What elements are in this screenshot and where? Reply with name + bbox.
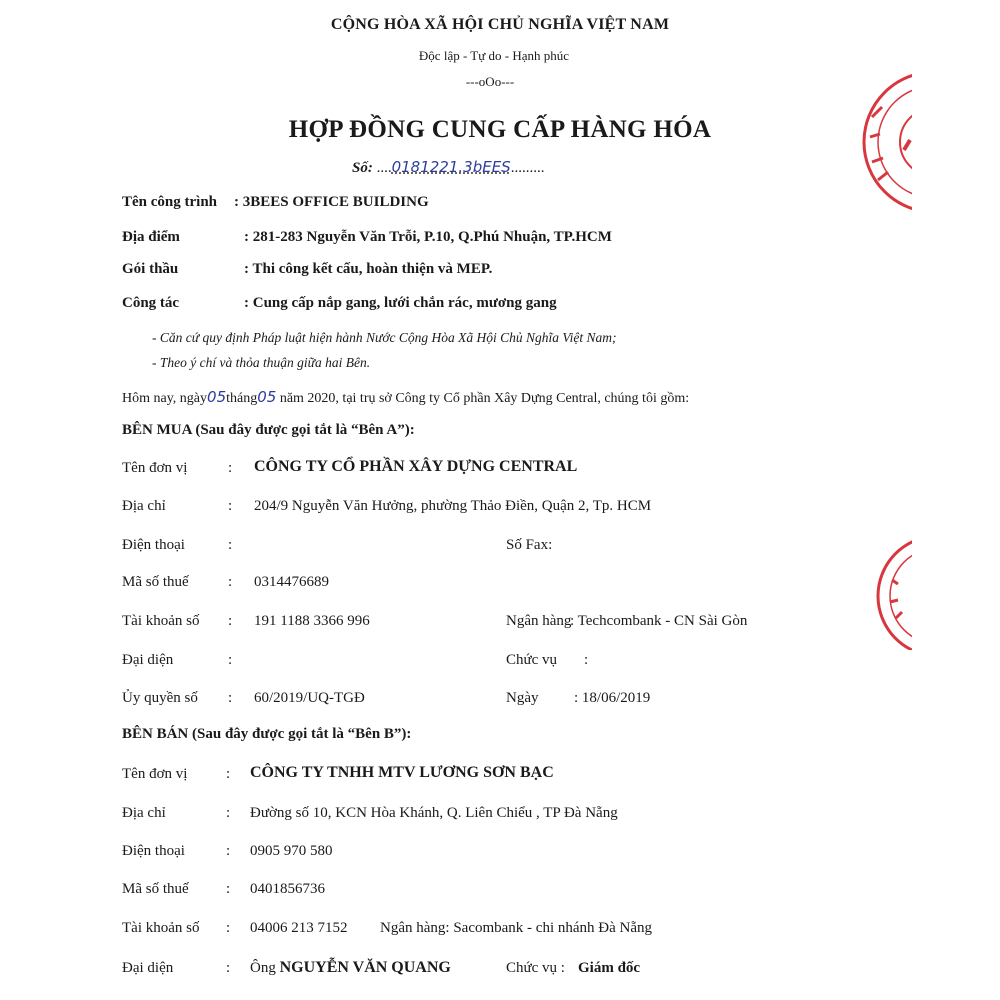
party-a-tax-label: Mã số thuế [122,574,189,590]
package-value: : Thi công kết cấu, hoàn thiện và MEP. [244,261,493,277]
project-label: Tên công trình [122,194,218,210]
party-a-phone-label: Điện thoại [122,537,185,553]
intro-part1: Hôm nay, ngày [122,391,208,406]
party-b-position-label: Chức vụ : [506,960,565,976]
party-b-phone-label: Điện thoại [122,843,185,859]
party-a-bank-label: Ngân hàng [506,613,572,629]
party-b-bank: Ngân hàng: Sacombank - chi nhánh Đà Nẵng [380,920,653,936]
work-label: Công tác [122,295,180,311]
red-seal-top-icon [852,62,912,222]
colon: : [228,460,233,476]
colon: : [226,843,231,859]
party-a-tax-value: 0314476689 [254,574,329,590]
party-b-position-value: Giám đốc [578,960,641,976]
colon: : [228,613,233,629]
party-a-date-value: : 18/06/2019 [574,690,651,706]
contract-number-dots-after: ......... [510,160,545,176]
party-a-fax-label: Số Fax: [506,537,553,553]
colon: : [228,690,233,706]
party-a-bank-value: : Techcombank - CN Sài Gòn [570,613,748,629]
basis-agreement: - Theo ý chí và thỏa thuận giữa hai Bên. [152,355,371,370]
party-a-date-label: Ngày [506,690,539,706]
party-b-rep-name: NGUYỄN VĂN QUANG [279,959,451,976]
party-b-rep [250,959,451,977]
project-value: : 3BEES OFFICE BUILDING [234,194,429,210]
location-label: Địa điểm [122,229,180,245]
party-a-position-value: : [584,652,589,668]
red-seal-middle-icon [868,540,912,650]
package-label: Gói thầu [122,261,179,277]
party-b-account-label: Tài khoản số [122,920,200,936]
motto: Độc lập - Tự do - Hạnh phúc [418,48,570,63]
separator: ---oOo--- [465,74,515,89]
party-a-address-value: 204/9 Nguyễn Văn Hưởng, phường Thảo Điền, Quận 2, Tp. HCM [254,498,652,514]
colon: : [228,652,233,668]
intro-part3: năm 2020, tại trụ sở Công ty Cổ phần Xây Dựng Central, chúng tôi gồm: [279,391,690,406]
contract-title: HỢP ĐỒNG CUNG CẤP HÀNG HÓA [288,116,712,143]
party-b-rep-label: Đại diện [122,960,174,976]
party-a-address-label: Địa chỉ [122,498,166,514]
party-a-auth-label: Ủy quyền số [122,690,198,706]
country-heading: CỘNG HÒA XÃ HỘI CHỦ NGHĨA VIỆT NAM [330,16,670,33]
party-b-address-label: Địa chỉ [122,805,166,821]
party-a-name-value: CÔNG TY CỔ PHẦN XÂY DỰNG CENTRAL [254,458,578,475]
party-b-tax-value: 0401856736 [250,881,325,897]
party-b-heading: BÊN BÁN (Sau đây được gọi tắt là “Bên B”): [122,726,412,742]
colon: : [228,537,233,553]
contract-number-dots-before: .... [376,160,392,176]
contract-number-value: 0181221.3bEES [391,158,511,176]
colon: : [228,498,233,514]
colon: : [226,920,231,936]
party-b-phone-value: 0905 970 580 [250,843,333,859]
intro-month: 05 [257,388,277,406]
party-a-heading: BÊN MUA (Sau đây được gọi tắt là “Bên A”): [122,422,415,438]
intro-day: 05 [207,388,227,406]
basis-law: - Căn cứ quy định Pháp luật hiện hành Nước Cộng Hòa Xã Hội Chủ Nghĩa Việt Nam; [152,330,617,345]
party-b-account-value: 04006 213 7152 [250,920,348,936]
colon: : [226,805,231,821]
party-b-tax-label: Mã số thuế [122,881,189,897]
contract-number-label: Số: [352,160,373,176]
party-b-name-label: Tên đơn vị [122,766,188,782]
party-a-name-label: Tên đơn vị [122,460,188,476]
party-a-account-value: 191 1188 3366 996 [254,613,370,629]
party-a-auth-value: 60/2019/UQ-TGĐ [254,690,365,706]
location-value: : 281-283 Nguyễn Văn Trỗi, P.10, Q.Phú Nhuận, TP.HCM [244,229,612,245]
contract-number [352,158,544,177]
colon: : [226,766,231,782]
colon: : [226,881,231,897]
intro-line [122,388,689,407]
party-b-address-value: Đường số 10, KCN Hòa Khánh, Q. Liên Chiểu , TP Đà Nẵng [250,805,618,821]
party-a-rep-label: Đại diện [122,652,174,668]
party-b-rep-prefix: Ông [250,960,276,976]
intro-part2: tháng [226,391,258,406]
party-a-position-label: Chức vụ [506,652,558,668]
work-value: : Cung cấp nắp gang, lưới chắn rác, mương gang [244,295,557,311]
party-a-account-label: Tài khoản số [122,613,200,629]
party-b-name-value: CÔNG TY TNHH MTV LƯƠNG SƠN BẠC [250,764,554,781]
colon: : [226,960,231,976]
colon: : [228,574,233,590]
